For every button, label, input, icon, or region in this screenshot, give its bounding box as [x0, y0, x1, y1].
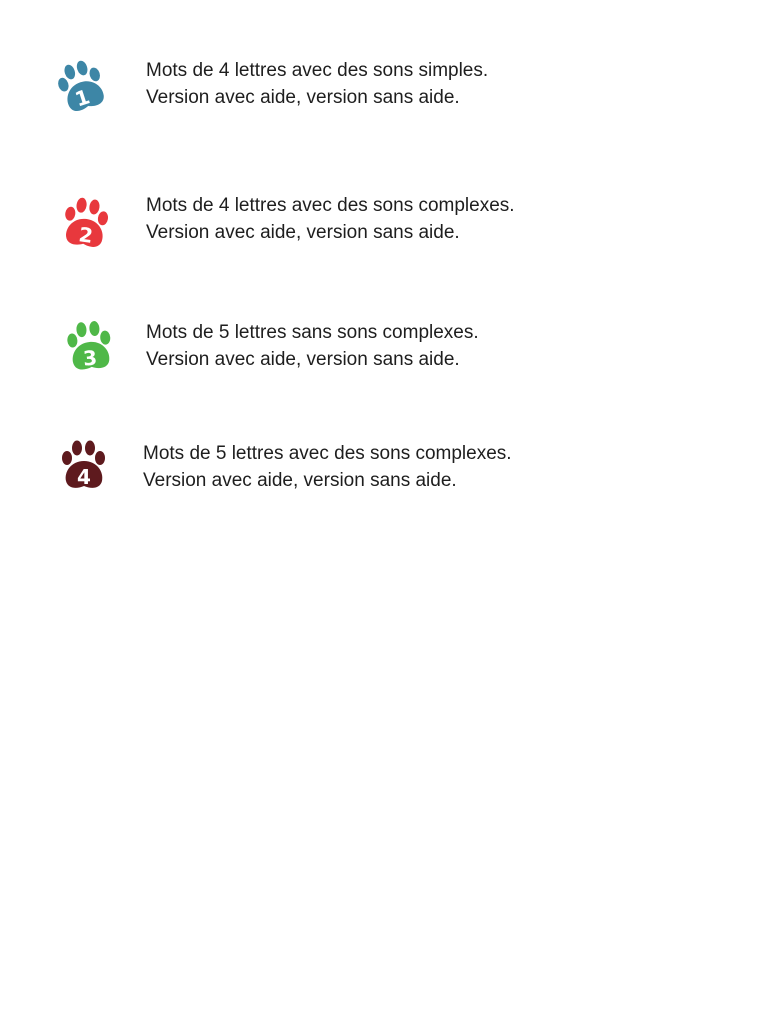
paw-print-icon	[60, 317, 120, 377]
level-2-line-1: Mots de 4 lettres avec des sons complexes.	[146, 195, 515, 216]
level-4-line-1: Mots de 5 lettres avec des sons complexes.	[143, 443, 512, 464]
level-4-description	[143, 440, 512, 494]
paw-print-icon	[52, 57, 112, 117]
paw-3-icon	[60, 317, 120, 377]
level-3-description	[146, 319, 479, 373]
paw-number: 1	[71, 84, 93, 112]
level-1-line-2: Version avec aide, version sans aide.	[146, 87, 460, 108]
paw-1-icon	[52, 57, 112, 117]
level-1-row	[0, 55, 768, 125]
level-4-line-2: Version avec aide, version sans aide.	[143, 470, 457, 491]
paw-print-icon	[56, 194, 116, 254]
level-2-description	[146, 192, 515, 246]
level-1-line-1: Mots de 4 lettres avec des sons simples.	[146, 60, 489, 81]
level-2-row	[0, 190, 768, 260]
paw-number: 2	[77, 222, 95, 248]
level-3-line-1: Mots de 5 lettres sans sons complexes.	[146, 322, 479, 343]
paw-4-icon	[54, 436, 114, 496]
paw-number: 3	[82, 345, 99, 371]
level-4-row	[0, 438, 768, 508]
paw-number: 4	[77, 465, 91, 489]
paw-print-icon	[54, 436, 114, 496]
level-2-line-2: Version avec aide, version sans aide.	[146, 222, 460, 243]
level-1-description	[146, 57, 488, 111]
level-3-line-2: Version avec aide, version sans aide.	[146, 349, 460, 370]
level-3-row	[0, 317, 768, 387]
paw-2-icon	[56, 194, 116, 254]
